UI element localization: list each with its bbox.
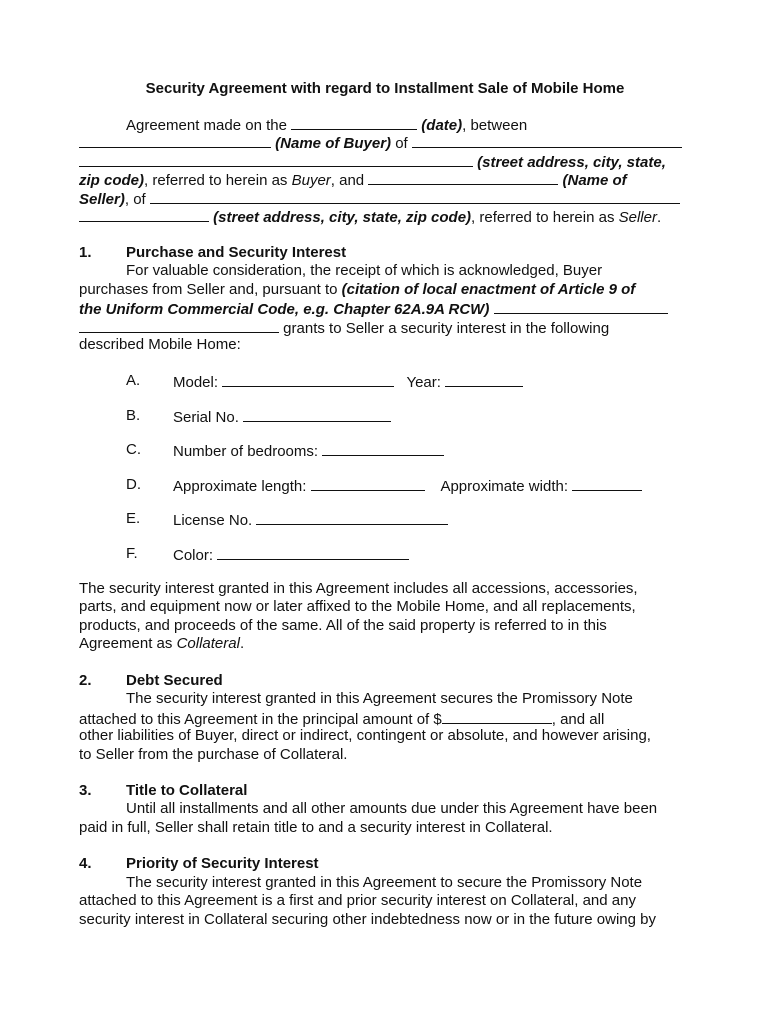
referred-seller-text: , referred to herein as (471, 209, 619, 226)
collateral-term: Collateral (176, 635, 240, 652)
license-label: License No. (173, 512, 253, 529)
color-label: Color: (173, 547, 214, 564)
buyer-term: Buyer (291, 172, 331, 189)
name-of-buyer-label: (Name of Buyer) (275, 135, 392, 152)
s4-line-2: attached to this Agreement is a first and prior security interest on Collateral, and any (79, 892, 636, 909)
item-a (173, 372, 523, 393)
s1-line-2a: purchases from Seller and, pursuant to (79, 281, 342, 298)
name-of-label: (Name of (562, 172, 627, 189)
item-c (173, 441, 444, 462)
period: . (656, 209, 662, 226)
item-c-letter: C. (126, 441, 141, 458)
length-label: Approximate length: (173, 478, 307, 495)
collateral-para-4 (79, 635, 244, 654)
s2-line-2a: attached to this Agreement in the principal amount of $ (79, 711, 442, 728)
principal-amount-blank[interactable] (442, 709, 552, 724)
intro-line-4 (79, 170, 627, 191)
item-b (173, 407, 391, 428)
buyer-address-blank-2[interactable] (79, 152, 473, 167)
and-text: , and (330, 172, 365, 189)
between-text: , between (462, 117, 528, 134)
seller-name-blank[interactable] (368, 170, 558, 185)
item-d-letter: D. (126, 476, 141, 493)
s1-line-1: For valuable consideration, the receipt of which is acknowledged, Buyer (126, 262, 603, 279)
serial-blank[interactable] (243, 407, 391, 422)
item-d (173, 476, 642, 497)
seller-address-blank-2[interactable] (79, 207, 209, 222)
collateral-para-4a: Agreement as (79, 635, 177, 652)
document-title: Security Agreement with regard to Installment Sale of Mobile Home (145, 80, 625, 97)
citation-label: (citation of local enactment of Article 9 of (341, 281, 636, 298)
collateral-para-1: The security interest granted in this Agreement includes all accessions, accessories, (79, 580, 638, 597)
item-a-letter: A. (126, 372, 141, 389)
item-e (173, 510, 448, 531)
section-3-title: Title to Collateral (126, 782, 248, 799)
s1-line-4-text: grants to Seller a security interest in the following (283, 320, 610, 337)
street-address-full-label: (street address, city, state, zip code) (213, 209, 472, 226)
section-2-title: Debt Secured (126, 672, 223, 689)
zip-code-label: zip code) (79, 172, 145, 189)
collateral-para-2: parts, and equipment now or later affixed to the Mobile Home, and all replacements, (79, 598, 636, 615)
year-blank[interactable] (445, 372, 523, 387)
s1-line-5: described Mobile Home: (79, 336, 241, 353)
s2-line-4: to Seller from the purchase of Collateral. (79, 746, 348, 763)
width-blank[interactable] (572, 476, 642, 491)
section-1-title: Purchase and Security Interest (126, 244, 347, 261)
intro-line-6 (79, 207, 661, 228)
item-e-letter: E. (126, 510, 141, 527)
bedrooms-label: Number of bedrooms: (173, 443, 319, 460)
date-blank[interactable] (291, 115, 417, 130)
s2-line-2b: , and all (551, 711, 605, 728)
street-address-label: (street address, city, state, (477, 154, 666, 171)
section-1-number: 1. (79, 244, 92, 261)
collateral-period: . (239, 635, 245, 652)
bedrooms-blank[interactable] (322, 441, 444, 456)
color-blank[interactable] (217, 545, 409, 560)
s2-line-3: other liabilities of Buyer, direct or indirect, contingent or absolute, and however arising, (79, 727, 651, 744)
item-b-letter: B. (126, 407, 141, 424)
collateral-para-3: products, and proceeds of the same. All of the said property is referred to in this (79, 617, 607, 634)
s1-line-3 (79, 299, 668, 320)
model-blank[interactable] (222, 372, 394, 387)
citation-blank-1[interactable] (494, 299, 668, 314)
intro-made-on: Agreement made on the (126, 117, 287, 134)
buyer-address-blank-1[interactable] (412, 133, 682, 148)
item-f-letter: F. (126, 545, 138, 562)
referred-buyer-text: , referred to herein as (144, 172, 292, 189)
model-label: Model: (173, 374, 219, 391)
s3-line-2: paid in full, Seller shall retain title to and a security interest in Collateral. (79, 819, 553, 836)
of2-text: , of (124, 191, 146, 208)
of-text: of (395, 135, 408, 152)
intro-line-2 (79, 133, 682, 154)
citation-blank-2[interactable] (79, 318, 279, 333)
buyer-name-blank[interactable] (79, 133, 271, 148)
s2-line-1: The security interest granted in this Agreement secures the Promissory Note (126, 690, 633, 707)
date-label: (date) (421, 117, 463, 134)
width-label: Approximate width: (440, 478, 568, 495)
s3-line-1: Until all installments and all other amounts due under this Agreement have been (126, 800, 658, 817)
s4-line-1: The security interest granted in this Agreement to secure the Promissory Note (126, 874, 643, 891)
year-label: Year: (406, 374, 441, 391)
section-2-number: 2. (79, 672, 92, 689)
length-blank[interactable] (311, 476, 425, 491)
section-4-title: Priority of Security Interest (126, 855, 319, 872)
section-3-number: 3. (79, 782, 92, 799)
ucc-label: the Uniform Commercial Code, e.g. Chapter 62A.9A RCW) (79, 301, 490, 318)
s1-line-2 (79, 281, 635, 300)
seller-label: Seller) (79, 191, 125, 208)
serial-label: Serial No. (173, 409, 239, 426)
license-blank[interactable] (256, 510, 448, 525)
s4-line-3: security interest in Collateral securing other indebtedness now or in the future owing by (79, 911, 656, 928)
seller-term: Seller (618, 209, 657, 226)
section-4-number: 4. (79, 855, 92, 872)
item-f (173, 545, 409, 566)
seller-address-blank-1[interactable] (150, 189, 680, 204)
